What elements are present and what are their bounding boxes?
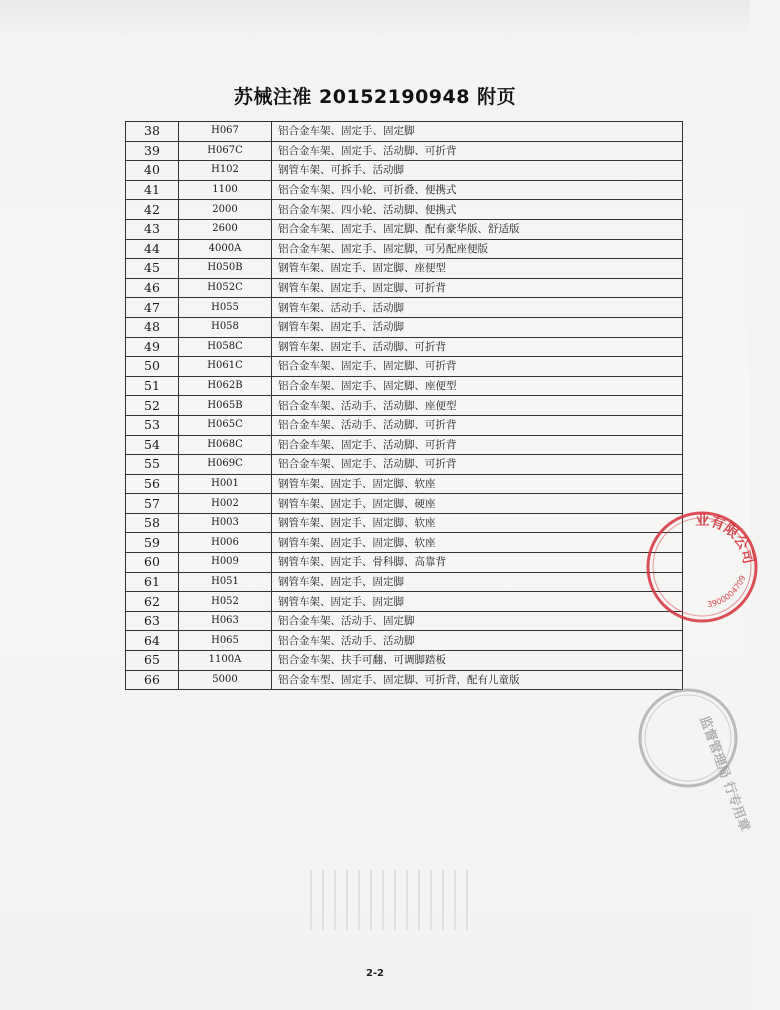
table-row — [126, 513, 683, 533]
description-cell: 钢管车架、固定手、固定脚 — [272, 572, 683, 592]
model-cell: H052 — [179, 592, 272, 612]
row-number: 42 — [126, 200, 179, 220]
row-number: 57 — [126, 494, 179, 514]
row-number: 60 — [126, 553, 179, 573]
model-cell: H062B — [179, 376, 272, 396]
model-cell: H058C — [179, 337, 272, 357]
table-row — [126, 180, 683, 200]
table-row — [126, 611, 683, 631]
description-cell: 钢管车架、固定手、固定脚、硬座 — [272, 494, 683, 514]
stamp-text: 监督管理局 行专用章 — [696, 714, 752, 834]
model-cell: 1100A — [179, 651, 272, 671]
description-cell: 铝合金车架、固定手、固定脚 — [272, 122, 683, 142]
row-number: 59 — [126, 533, 179, 553]
table-row — [126, 239, 683, 259]
description-cell: 铝合金车架、扶手可翻、可调脚踏板 — [272, 651, 683, 671]
model-cell: H052C — [179, 278, 272, 298]
official-stamp-icon — [648, 668, 758, 834]
table-row — [126, 141, 683, 161]
row-number: 64 — [126, 631, 179, 651]
model-cell: H069C — [179, 455, 272, 475]
row-number: 43 — [126, 219, 179, 239]
row-number: 65 — [126, 651, 179, 671]
description-cell: 钢管车架、固定手、固定脚、座便型 — [272, 259, 683, 279]
page-number: 2-2 — [365, 968, 385, 979]
description-cell: 铝合金车架、固定手、固定脚、座便型 — [272, 376, 683, 396]
row-number: 49 — [126, 337, 179, 357]
description-cell: 铝合金车架、固定手、固定脚、可折背 — [272, 357, 683, 377]
table-row — [126, 455, 683, 475]
row-number: 41 — [126, 180, 179, 200]
table-row — [126, 592, 683, 612]
row-number: 45 — [126, 259, 179, 279]
model-cell: H002 — [179, 494, 272, 514]
table-row — [126, 631, 683, 651]
description-cell: 钢管车架、固定手、固定脚、软座 — [272, 513, 683, 533]
description-cell: 铝合金车架、活动手、活动脚、可折背 — [272, 415, 683, 435]
model-cell: H050B — [179, 259, 272, 279]
model-cell: H065C — [179, 415, 272, 435]
description-cell: 钢管车架、固定手、固定脚、软座 — [272, 533, 683, 553]
description-cell: 钢管车架、固定手、固定脚、软座 — [272, 474, 683, 494]
table-row — [126, 396, 683, 416]
description-cell: 钢管车架、固定手、固定脚、可折背 — [272, 278, 683, 298]
model-cell: H065B — [179, 396, 272, 416]
row-number: 52 — [126, 396, 179, 416]
description-cell: 钢管车架、固定手、活动脚 — [272, 317, 683, 337]
model-cell: H051 — [179, 572, 272, 592]
model-cell: H001 — [179, 474, 272, 494]
model-cell: H003 — [179, 513, 272, 533]
table-row — [126, 435, 683, 455]
document-title: 苏械注准 20152190948 附页 — [233, 86, 517, 108]
row-number: 44 — [126, 239, 179, 259]
row-number: 38 — [126, 122, 179, 142]
table-row — [126, 670, 683, 690]
model-cell: 5000 — [179, 670, 272, 690]
table-row — [126, 298, 683, 318]
description-cell: 铝合金车架、四小轮、可折叠、便携式 — [272, 180, 683, 200]
model-cell: H102 — [179, 161, 272, 181]
model-cell: H063 — [179, 611, 272, 631]
row-number: 62 — [126, 592, 179, 612]
row-number: 61 — [126, 572, 179, 592]
model-cell: H006 — [179, 533, 272, 553]
model-cell: 2000 — [179, 200, 272, 220]
description-cell: 铝合金车架、固定手、固定脚，可另配座便版 — [272, 239, 683, 259]
description-cell: 钢管车架、固定手、活动脚、可折背 — [272, 337, 683, 357]
row-number: 56 — [126, 474, 179, 494]
model-cell: H009 — [179, 553, 272, 573]
description-cell: 铝合金车架、活动手、活动脚、座便型 — [272, 396, 683, 416]
model-cell: H068C — [179, 435, 272, 455]
row-number: 58 — [126, 513, 179, 533]
table-row — [126, 533, 683, 553]
row-number: 46 — [126, 278, 179, 298]
row-number: 55 — [126, 455, 179, 475]
row-number: 63 — [126, 611, 179, 631]
description-cell: 钢管车架、固定手、固定脚 — [272, 592, 683, 612]
table-row — [126, 553, 683, 573]
model-cell: H067C — [179, 141, 272, 161]
table-row — [126, 337, 683, 357]
table-row — [126, 317, 683, 337]
model-cell: 4000A — [179, 239, 272, 259]
model-cell: H058 — [179, 317, 272, 337]
svg-text:业有限公司 — [695, 513, 757, 566]
seal-code-text: 3900004709 — [706, 573, 748, 610]
description-cell: 铝合金车架、固定手、活动脚、可折背 — [272, 141, 683, 161]
description-cell: 钢管车架、活动手、活动脚 — [272, 298, 683, 318]
table-row — [126, 572, 683, 592]
description-cell: 铝合金车架、活动手、固定脚 — [272, 611, 683, 631]
bleed-through-marks — [310, 870, 470, 930]
description-cell: 铝合金车架、活动手、活动脚 — [272, 631, 683, 651]
table-row — [126, 200, 683, 220]
row-number: 66 — [126, 670, 179, 690]
table-row — [126, 376, 683, 396]
description-cell: 钢管车架、固定手、骨科脚、高靠背 — [272, 553, 683, 573]
model-cell: H067 — [179, 122, 272, 142]
table-row — [126, 474, 683, 494]
description-cell: 铝合金车架、固定手、活动脚、可折背 — [272, 455, 683, 475]
row-number: 39 — [126, 141, 179, 161]
seal-top-text: 业有限公司 — [695, 512, 757, 566]
model-cell: 2600 — [179, 219, 272, 239]
model-cell: H061C — [179, 357, 272, 377]
description-cell: 铝合金车架、四小轮、活动脚、便携式 — [272, 200, 683, 220]
company-seal-icon — [640, 505, 780, 645]
table-row — [126, 494, 683, 514]
row-number: 40 — [126, 161, 179, 181]
table-row — [126, 651, 683, 671]
description-cell: 铝合金车架、固定手、固定脚、配有豪华版、舒适版 — [272, 219, 683, 239]
table-row — [126, 161, 683, 181]
row-number: 48 — [126, 317, 179, 337]
model-cell: 1100 — [179, 180, 272, 200]
description-cell: 钢管车架、可拆手、活动脚 — [272, 161, 683, 181]
table-row — [126, 122, 683, 142]
table-row — [126, 415, 683, 435]
table-row — [126, 278, 683, 298]
row-number: 51 — [126, 376, 179, 396]
model-cell: H055 — [179, 298, 272, 318]
row-number: 53 — [126, 415, 179, 435]
row-number: 47 — [126, 298, 179, 318]
row-number: 50 — [126, 357, 179, 377]
table-row — [126, 259, 683, 279]
row-number: 54 — [126, 435, 179, 455]
model-cell: H065 — [179, 631, 272, 651]
table-row — [126, 357, 683, 377]
registration-table — [125, 121, 683, 690]
description-cell: 铝合金车型、固定手、固定脚、可折背，配有儿童版 — [272, 670, 683, 690]
description-cell: 铝合金车架、固定手、活动脚、可折背 — [272, 435, 683, 455]
table-row — [126, 219, 683, 239]
